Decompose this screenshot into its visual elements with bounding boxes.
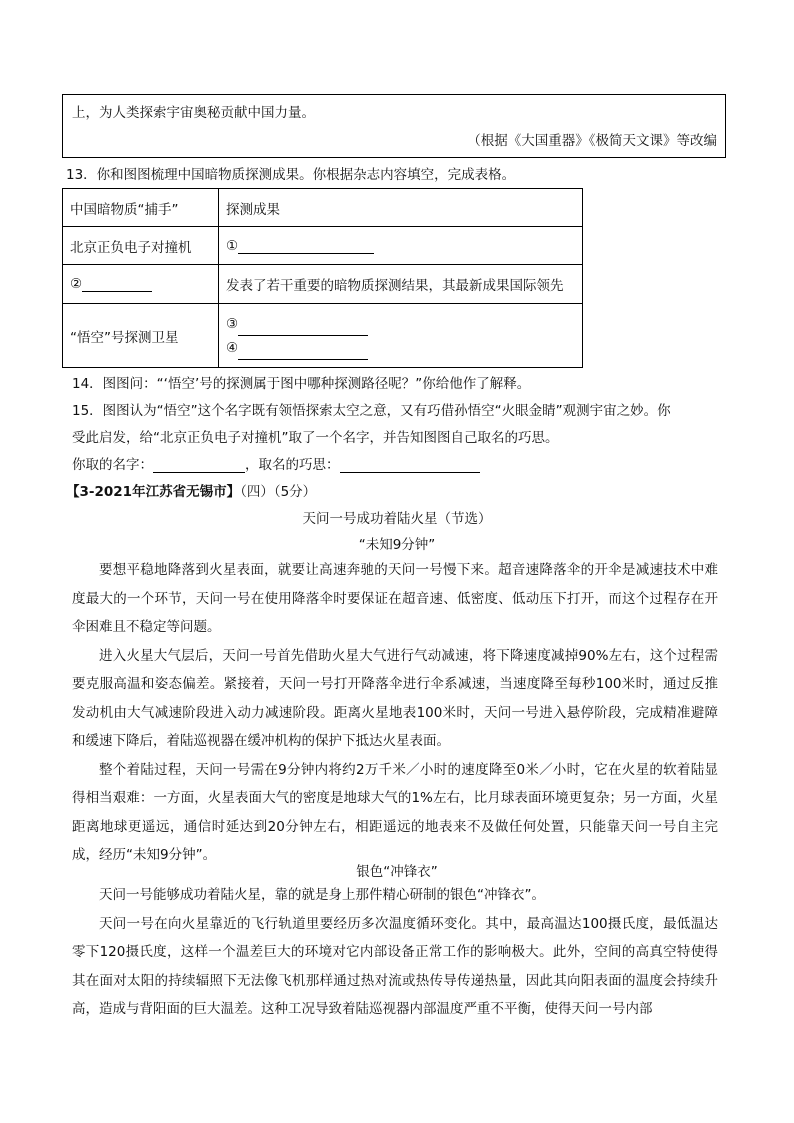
paragraph: 天问一号在向火星靠近的飞行轨道里要经历多次温度循环变化。其中，最高温达100摄氏度，最低温达零下120摄氏度，这样一个温差巨大的环境对它内部设备正常工作的影响极大。此外，空间的高真空特使得其在面对太阳的持续辐照下无法像飞机那样通过热对流或热传导传递热量，因此其向阳表面的温度会持续升高，造成与背阳面的巨大温差。这种工况导致着陆巡视器内部温度严重不平衡，使得天问一号内部 (72, 915, 718, 1017)
excerpt-last-line: 上，为人类探索宇宙奥秘贡献中国力量。 (72, 105, 315, 121)
question-13: 13．你和图图梳理中国暗物质探测成果。你根据杂志内容填空，完成表格。 (66, 167, 516, 183)
table-header-cell: 探测成果 (219, 189, 583, 227)
question-14: 14．图图问：“‘悟空’号的探测属于图中哪种探测路径呢？”你给他作了解释。 (72, 376, 531, 392)
table-row (63, 227, 583, 265)
table-cell: 发表了若干重要的暗物质探测结果，其最新成果国际领先 (219, 265, 583, 304)
table-cell: “悟空”号探测卫星 (63, 304, 219, 368)
article-section-2 (72, 881, 718, 1024)
blank-label: ④ (226, 339, 239, 356)
section-score: （四）（5分） (240, 484, 317, 500)
table-header-row (63, 189, 583, 227)
table-cell (63, 265, 219, 304)
question-15-line2: 受此启发，给“北京正负电子对撞机”取了一个名字，并告知图图自己取名的巧思。 (72, 430, 559, 446)
answer-blank-2[interactable] (82, 277, 152, 292)
reason-blank[interactable] (340, 458, 480, 473)
paragraph: 要想平稳地降落到火星表面，就要让高速奔驰的天问一号慢下来。超音速降落伞的开伞是减速技术中难度最大的一个环节，天问一号在使用降落伞时要保证在超音速、低密度、低动压下打开，而这个过程存在开伞困难且不稳定等问题。 (72, 562, 718, 635)
table-header-cell: 中国暗物质“捕手” (63, 189, 219, 227)
section-heading: 【3-2021年江苏省无锡市】 (66, 484, 241, 500)
subtitle-silver-jacket: 银色“冲锋衣” (356, 864, 438, 880)
paragraph: 进入火星大气层后，天问一号首先借助火星大气进行气动减速，将下降速度减掉90%左右，这个过程需要克服高温和姿态偏差。紧接着，天问一号打开降落伞进行伞系减速，当速度降至每秒100米时，通过反推发动机由大气减速阶段进入动力减速阶段。距离火星地表100米时，天问一号进入悬停阶段，完成精准避障和缓速下降后，着陆巡视器在缓冲机构的保护下抵达火星表面。 (72, 647, 718, 749)
answer-blank-4[interactable] (238, 345, 368, 360)
answer-blank-3[interactable] (238, 321, 368, 336)
table-cell: 北京正负电子对撞机 (63, 227, 219, 265)
table-row (63, 265, 583, 304)
answer-blank-1[interactable] (238, 239, 374, 254)
blank-label: ① (226, 237, 239, 254)
table-cell (219, 304, 583, 368)
table-cell (219, 227, 583, 265)
dark-matter-table (62, 188, 583, 368)
section-heading-line (66, 480, 316, 500)
reason-label: ，取名的巧思： (245, 457, 340, 473)
excerpt-box (62, 94, 726, 158)
article-section-1 (72, 556, 718, 870)
excerpt-source: （根据《大国重器》《极简天文课》等改编 (467, 133, 717, 149)
subtitle-unknown-9-minutes: “未知9分钟” (358, 537, 436, 553)
blank-label: ② (70, 276, 83, 292)
name-blank[interactable] (153, 458, 245, 473)
question-15-line1: 15．图图认为“悟空”这个名字既有领悟探索太空之意，又有巧借孙悟空“火眼金睛”观测宇宙之妙。你 (72, 403, 671, 419)
table-row (63, 304, 583, 368)
paragraph: 整个着陆过程，天问一号需在9分钟内将约2万千米／小时的速度降至0米／小时，它在火星的软着陆显得相当艰难：一方面，火星表面大气的密度是地球大气的1%左右，比月球表面环境更复杂；另一方面，火星距离地球更遥远，通信时延达到20分钟左右，相距遥远的地表来不及做任何处置，只能靠天问一号自主完成，经历“未知9分钟”。 (72, 761, 718, 863)
name-label: 你取的名字： (72, 457, 153, 473)
blank-label: ③ (226, 315, 239, 332)
article-title: 天问一号成功着陆火星（节选） (302, 511, 492, 527)
paragraph: 天问一号能够成功着陆火星，靠的就是身上那件精心研制的银色“冲锋衣”。 (99, 887, 545, 903)
answer-line (72, 453, 480, 473)
